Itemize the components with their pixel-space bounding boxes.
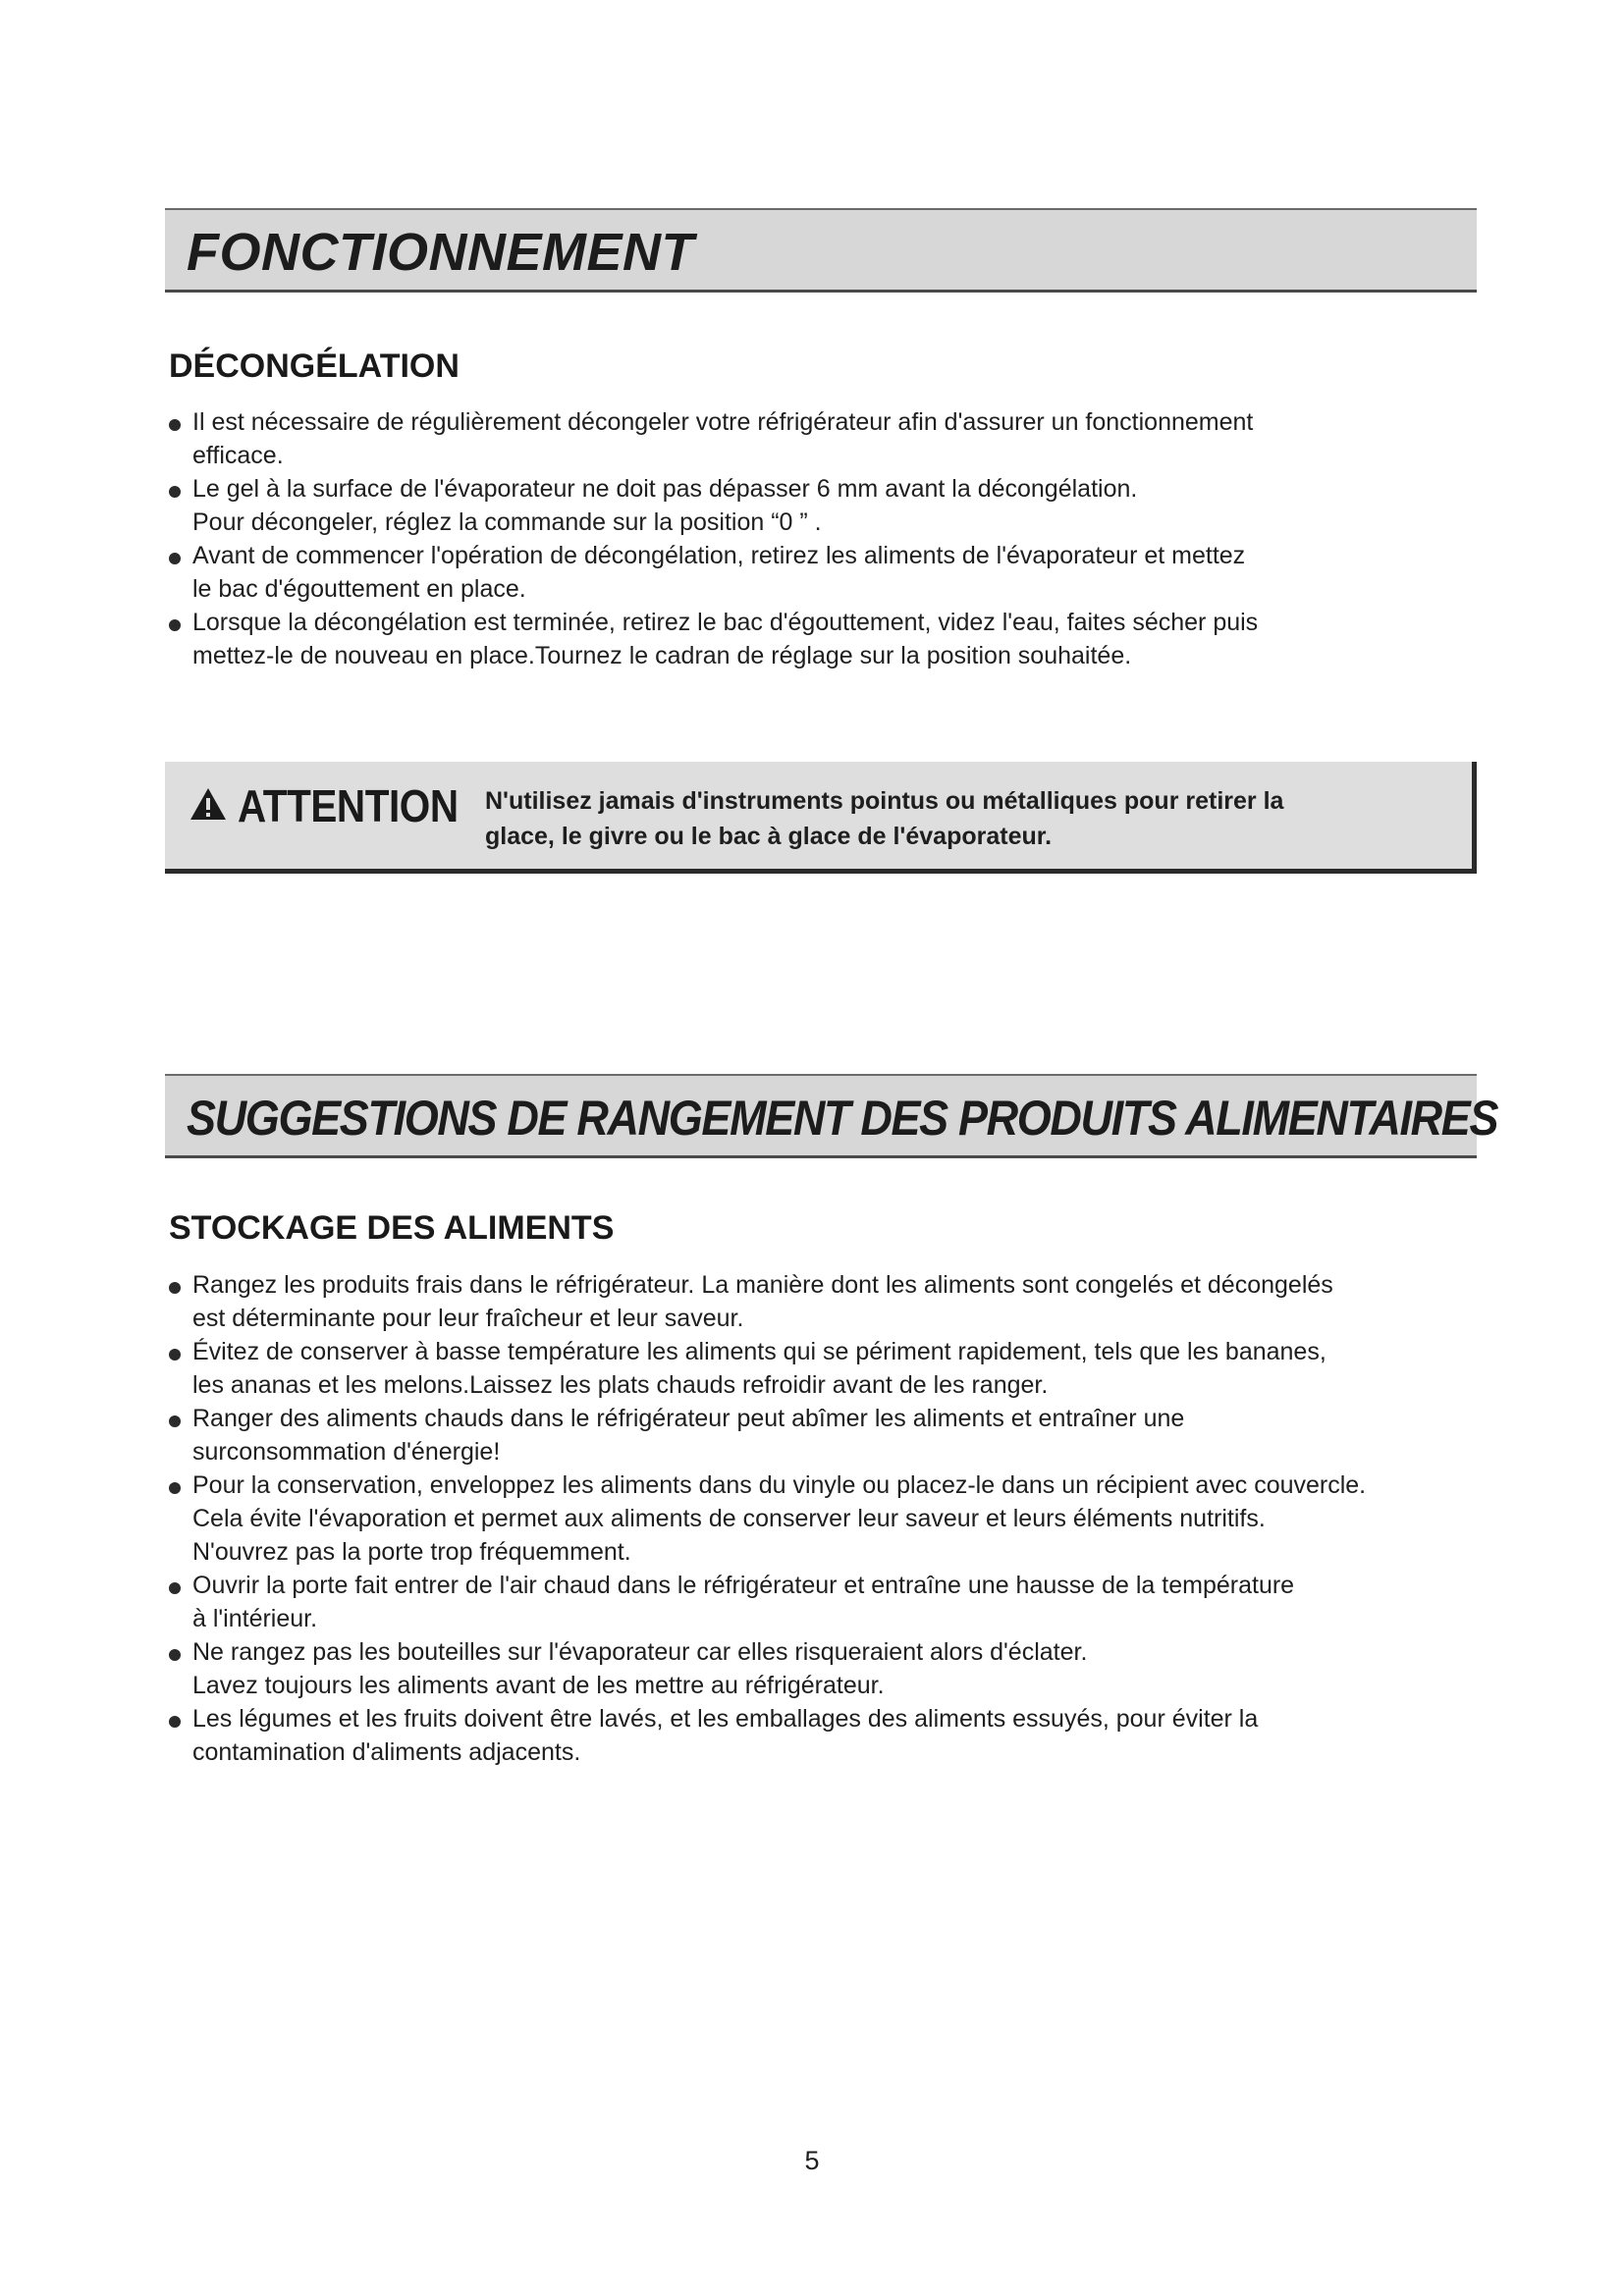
- bullet-icon: [169, 553, 181, 564]
- bullet-icon: [169, 1415, 181, 1427]
- list-item: Avant de commencer l'opération de décongélation, retirez les aliments de l'évaporateur et mettez le bac d'égouttement en place.: [169, 539, 1445, 606]
- bullet-icon: [169, 1282, 181, 1294]
- list-item: Rangez les produits frais dans le réfrigérateur. La manière dont les aliments sont congelés et décongelés est déterminante pour leur fraîcheur et leur saveur.: [169, 1268, 1543, 1335]
- decongelation-bullet-list: [169, 405, 1445, 672]
- attention-box: [165, 762, 1477, 874]
- bullet-icon: [169, 619, 181, 631]
- subheading-stockage: STOCKAGE DES ALIMENTS: [169, 1209, 615, 1247]
- stockage-bullet-list: [169, 1268, 1543, 1769]
- list-item: Ouvrir la porte fait entrer de l'air chaud dans le réfrigérateur et entraîne une hausse de la température à l'intérieur.: [169, 1569, 1543, 1635]
- list-item: Il est nécessaire de régulièrement décongeler votre réfrigérateur afin d'assurer un fonctionnement efficace.: [169, 405, 1445, 472]
- bullet-icon: [169, 1716, 181, 1728]
- warning-triangle-icon: [189, 786, 228, 822]
- section-title: SUGGESTIONS DE RANGEMENT DES PRODUITS ALIMENTAIRES: [187, 1091, 1498, 1146]
- bullet-icon: [169, 486, 181, 498]
- list-item: Les légumes et les fruits doivent être lavés, et les emballages des aliments essuyés, pour éviter la contamination d'aliments adjacents.: [169, 1702, 1543, 1769]
- bullet-icon: [169, 419, 181, 431]
- list-item: Ranger des aliments chauds dans le réfrigérateur peut abîmer les aliments et entraîner une surconsommation d'énergie!: [169, 1402, 1543, 1468]
- list-item: Ne rangez pas les bouteilles sur l'évaporateur car elles risqueraient alors d'éclater. Lavez toujours les aliments avant de les mettre au réfrigérateur.: [169, 1635, 1543, 1702]
- section-title: FONCTIONNEMENT: [187, 223, 694, 282]
- attention-label: ATTENTION: [238, 780, 459, 831]
- list-item: Évitez de conserver à basse température les aliments qui se périment rapidement, tels que les bananes, les ananas et les melons.Laissez les plats chauds refroidir avant de les ranger.: [169, 1335, 1543, 1402]
- attention-text: N'utilisez jamais d'instruments pointus ou métalliques pour retirer la glace, le givre ou le bac à glace de l'évaporateur.: [485, 787, 1284, 850]
- page-number: 5: [804, 2146, 820, 2175]
- list-item: Le gel à la surface de l'évaporateur ne doit pas dépasser 6 mm avant la décongélation. Pour décongeler, réglez la commande sur la position “0 ” .: [169, 472, 1445, 539]
- subheading-decongelation: DÉCONGÉLATION: [169, 347, 460, 385]
- bullet-icon: [169, 1582, 181, 1594]
- section-header-fonctionnement: [165, 208, 1477, 293]
- bullet-icon: [169, 1482, 181, 1494]
- section-header-suggestions: [165, 1074, 1498, 1158]
- list-item: Pour la conservation, enveloppez les aliments dans du vinyle ou placez-le dans un récipient avec couvercle. Cela évite l'évaporation et permet aux aliments de conserver leur saveur et leurs éléments nutritifs. N'ouvrez pas la porte trop fréquemment.: [169, 1468, 1543, 1569]
- bullet-icon: [169, 1349, 181, 1361]
- bullet-icon: [169, 1649, 181, 1661]
- list-item: Lorsque la décongélation est terminée, retirez le bac d'égouttement, videz l'eau, faites sécher puis mettez-le de nouveau en place.Tournez le cadran de réglage sur la position souhaitée.: [169, 606, 1445, 672]
